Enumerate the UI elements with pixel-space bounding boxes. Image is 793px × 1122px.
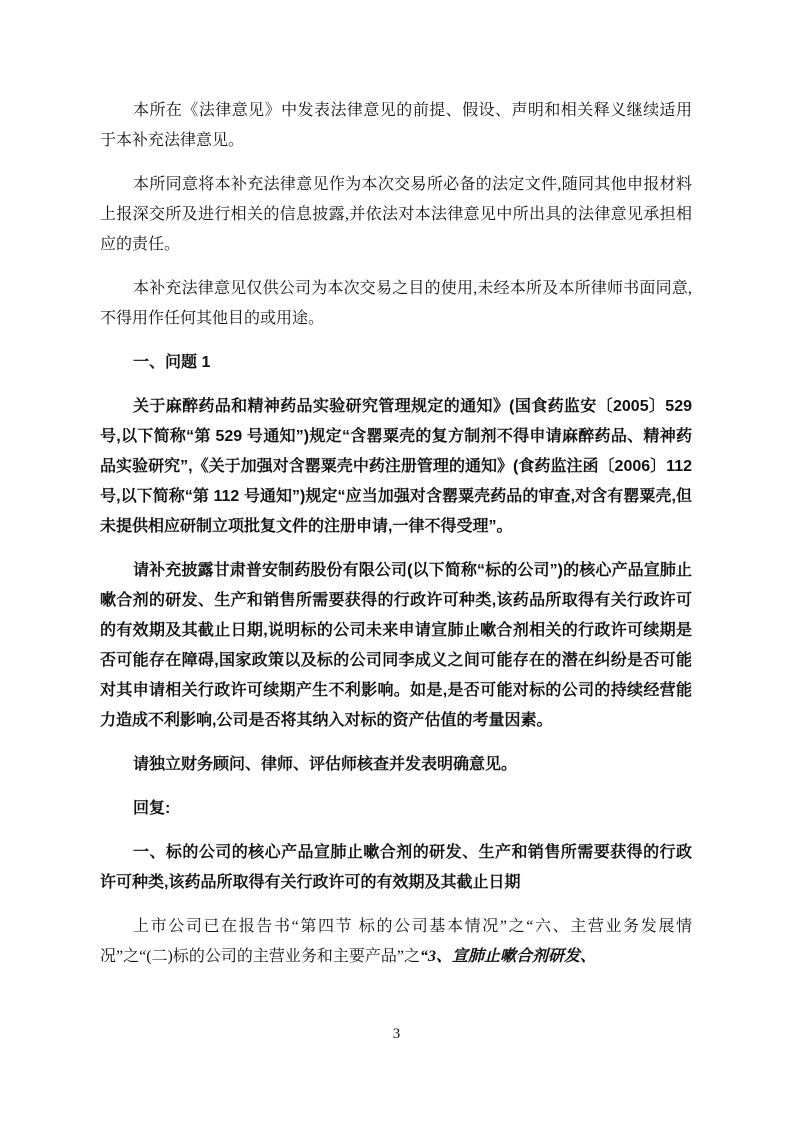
reply-label: 回复: bbox=[133, 800, 171, 817]
paragraph-agreement-filing: 本所同意将本补充法律意见作为本次交易所必备的法定文件,随同其他申报材料上报深交所及进行相关的信息披露,并依法对本法律意见中所出具的法律意见承担相应的责任。 bbox=[100, 176, 692, 253]
paragraph-intro-premises: 本所在《法律意见》中发表法律意见的前提、假设、声明和相关释义继续适用于本补充法律意见。 bbox=[100, 102, 692, 149]
page-number: 3 bbox=[392, 1026, 401, 1042]
paragraph-usage-restriction: 本补充法律意见仅供公司为本次交易之目的使用,未经本所及本所律师书面同意,不得用作任何其他目的或用途。 bbox=[100, 280, 692, 327]
report-reference-regular-text: 上市公司已在报告书“第四节 标的公司基本情况”之“六、主营业务发展情况”之“(二)标的公司的主营业务和主要产品”之 bbox=[100, 918, 692, 965]
report-reference-bold-citation: “3、宣肺止嗽合剂研发、 bbox=[419, 948, 596, 965]
paragraph-question-regulations: 关于麻醉药品和精神药品实验研究管理规定的通知》(国食药监安〔2005〕529 号,以下简称“第 529 号通知”)规定“含罂粟壳的复方制剂不得申请麻醉药品、精神药品实验研究”,《关于加强对含罂粟壳中药注册管理的通知》(食药监注函〔2006〕112 号,以下简称“第 112 号通知”)规定“应当加强对含罂粟壳药品的审查,对含有罂粟壳,但未提供相应研制立项批复文件的注册申请,一律不得受理”。 bbox=[100, 398, 692, 535]
reply-subheading-licenses: 一、标的公司的核心产品宣肺止嗽合剂的研发、生产和销售所需要获得的行政许可种类,该药品所取得有关行政许可的有效期及其截止日期 bbox=[100, 844, 692, 891]
paragraph-question-disclosure-request: 请补充披露甘肃普安制药股份有限公司(以下简称“标的公司”)的核心产品宣肺止嗽合剂的研发、生产和销售所需要获得的行政许可种类,该药品所取得有关行政许可的有效期及其截止日期,说明标的公司未来申请宣肺止嗽合剂相关的行政许可续期是否可能存在障碍,国家政策以及标的公司同李成义之间可能存在的潜在纠纷是否可能对其申请相关行政许可续期产生不利影响。如是,是否可能对标的公司的持续经营能力造成不利影响,公司是否将其纳入对标的资产估值的考量因素。 bbox=[100, 562, 692, 729]
paragraph-report-reference bbox=[100, 912, 692, 972]
paragraph-question-verification-request: 请独立财务顾问、律师、评估师核查并发表明确意见。 bbox=[133, 756, 518, 773]
section-heading-question-1: 一、问题 1 bbox=[133, 354, 211, 371]
